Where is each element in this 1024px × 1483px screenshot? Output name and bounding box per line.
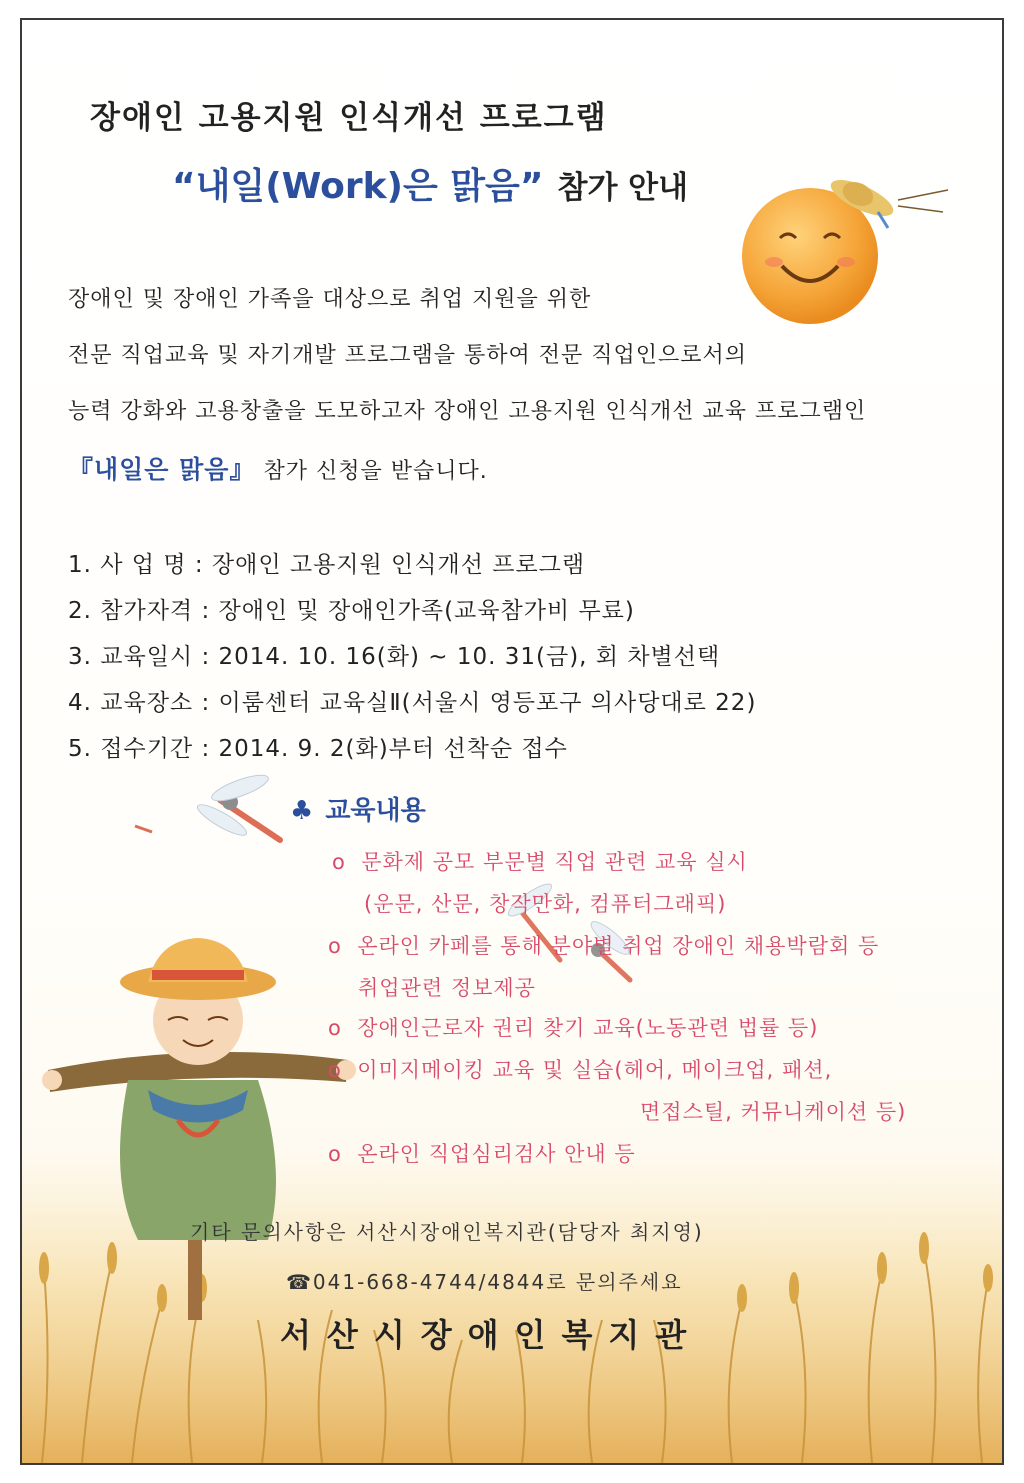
education-item (328, 930, 879, 960)
phone-number: 041-668-4744/4844로 문의주세요 (312, 1270, 683, 1294)
education-item-continued: 취업관련 정보제공 (358, 976, 536, 1000)
phone-icon: ☎ (286, 1270, 313, 1294)
program-name-quote: “내일(Work)은 맑음” (172, 166, 544, 207)
education-item (328, 1138, 636, 1168)
inquiry-text: 기타 문의사항은 서산시장애인복지관(담당자 최지영) (190, 1220, 704, 1244)
education-item (328, 1054, 832, 1084)
education-text: 장애인근로자 권리 찾기 교육(노동관련 법률 등) (357, 1016, 819, 1040)
education-text: 온라인 직업심리검사 안내 등 (357, 1142, 636, 1166)
intro-program-name: 『내일은 맑음』 (68, 455, 256, 484)
title-line2-rest: 참가 안내 (557, 170, 689, 206)
education-heading-label: 교육내용 (325, 796, 426, 826)
intro-line2: 전문 직업교육 및 자기개발 프로그램을 통하여 전문 직업인으로서의 (68, 343, 748, 368)
intro-line4 (68, 450, 488, 486)
bullet: o (328, 1016, 342, 1040)
info-item: 4. 교육장소 : 이룸센터 교육실Ⅱ(서울시 영등포구 의사당대로 22) (68, 690, 757, 716)
education-item (328, 1012, 818, 1042)
scarecrow-illustration (28, 920, 368, 1320)
education-heading (290, 790, 426, 827)
bullet: o (328, 934, 342, 958)
intro-line4-rest: 참가 신청을 받습니다. (263, 459, 488, 484)
sun-illustration (738, 168, 958, 328)
organization-name: 서산시장애인복지관 (280, 1316, 703, 1354)
bullet: o (328, 1142, 342, 1166)
info-item: 5. 접수기간 : 2014. 9. 2(화)부터 선착순 접수 (68, 736, 568, 762)
phone-line (286, 1266, 683, 1295)
bullet: o (328, 1058, 342, 1082)
intro-line3: 능력 강화와 고용창출을 도모하고자 장애인 고용지원 인식개선 교육 프로그램인 (68, 399, 867, 424)
title-line2 (172, 158, 688, 209)
info-item: 1. 사 업 명 : 장애인 고용지원 인식개선 프로그램 (68, 552, 586, 578)
info-item: 3. 교육일시 : 2014. 10. 16(화) ~ 10. 31(금), 회 차별선택 (68, 644, 721, 670)
bullet: o (332, 850, 346, 874)
education-item-continued: 면접스틸, 커뮤니케이션 등) (640, 1100, 907, 1124)
title-line1: 장애인 고용지원 인식개선 프로그램 (90, 100, 608, 136)
club-icon: ♣ (290, 796, 314, 826)
education-text: 온라인 카페를 통해 분야별 취업 장애인 채용박람회 등 (357, 934, 880, 958)
education-item-continued: (운문, 산문, 창작만화, 컴퓨터그래픽) (364, 892, 727, 916)
intro-line1: 장애인 및 장애인 가족을 대상으로 취업 지원을 위한 (68, 287, 592, 312)
info-item: 2. 참가자격 : 장애인 및 장애인가족(교육참가비 무료) (68, 598, 635, 624)
education-item (332, 846, 748, 876)
education-text: 이미지메이킹 교육 및 실습(헤어, 메이크업, 패션, (357, 1058, 833, 1082)
education-text: 문화제 공모 부문별 직업 관련 교육 실시 (361, 850, 748, 874)
